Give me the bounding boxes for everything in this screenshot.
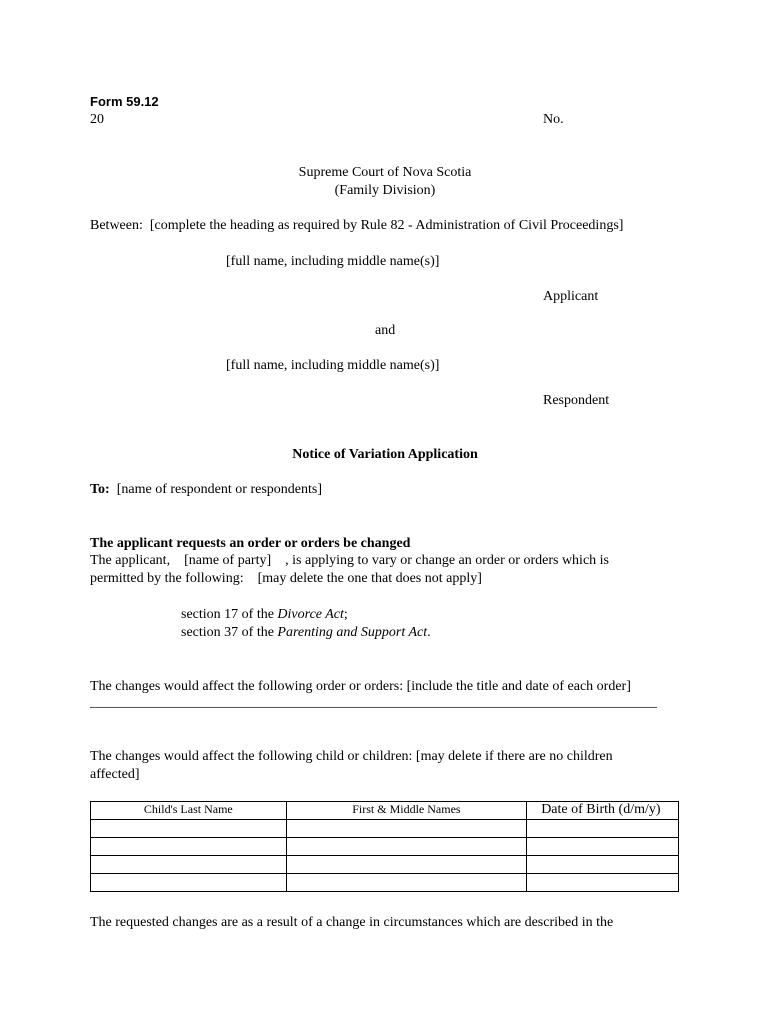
table-cell[interactable] — [527, 820, 679, 838]
court-file-number-label: No. — [543, 112, 564, 127]
and-label: and — [375, 323, 396, 338]
request-line-1: The applicant, [name of party] , is applying to vary or change an order or orders which is — [90, 553, 609, 568]
table-cell[interactable] — [527, 874, 679, 892]
court-name: Supreme Court of Nova Scotia — [298, 165, 472, 180]
table-cell[interactable] — [527, 856, 679, 874]
checkbox-icon[interactable] — [135, 606, 144, 624]
year-prefix: 20 — [90, 112, 104, 127]
table-row — [91, 856, 679, 874]
table-row — [91, 874, 679, 892]
notice-title: Notice of Variation Application — [292, 447, 478, 462]
column-header-last-name: Child's Last Name — [91, 802, 287, 820]
applicant-name-placeholder: [full name, including middle name(s)] — [226, 254, 440, 269]
court-division: (Family Division) — [334, 183, 436, 198]
table-cell[interactable] — [91, 820, 287, 838]
option-prefix: section 17 of the — [181, 607, 278, 622]
applicant-label: Applicant — [543, 289, 599, 304]
table-row — [91, 820, 679, 838]
circumstances-text: The requested changes are as a result of a change in circumstances which are described in the — [90, 915, 614, 930]
table-header-row — [91, 802, 679, 820]
table-cell[interactable] — [286, 874, 527, 892]
orders-affected-blank-line[interactable]: _________________________________________________________________________________ — [90, 695, 657, 710]
table-cell[interactable] — [286, 856, 527, 874]
respondent-name-placeholder: [full name, including middle name(s)] — [226, 358, 440, 373]
children-table — [90, 801, 679, 892]
form-number: Form 59.12 — [90, 94, 159, 109]
option-suffix: . — [427, 625, 431, 640]
option-suffix: ; — [343, 607, 348, 622]
table-cell[interactable] — [91, 856, 287, 874]
table-cell[interactable] — [286, 820, 527, 838]
orders-affected-text: The changes would affect the following order or orders: [include the title and date of each order] — [90, 679, 631, 694]
table-cell[interactable] — [91, 874, 287, 892]
children-affected-line-1: The changes would affect the following child or children: [may delete if there are no children — [90, 749, 613, 764]
between-instruction: [complete the heading as required by Rule 82 - Administration of Civil Proceedings] — [149, 218, 624, 233]
column-header-date-of-birth: Date of Birth (d/m/y) — [527, 802, 679, 820]
checkbox-icon[interactable] — [135, 624, 144, 642]
option-act-name: Divorce Act — [277, 607, 344, 622]
request-line-2: permitted by the following: [may delete the one that does not apply] — [90, 571, 482, 586]
table-row — [91, 838, 679, 856]
to-label: To: — [90, 482, 110, 497]
to-line — [90, 481, 322, 499]
table-cell[interactable] — [91, 838, 287, 856]
table-cell[interactable] — [527, 838, 679, 856]
column-header-first-middle-names: First & Middle Names — [286, 802, 527, 820]
children-affected-line-2: affected] — [90, 767, 140, 782]
option-prefix: section 37 of the — [181, 625, 278, 640]
to-placeholder: [name of respondent or respondents] — [116, 482, 322, 497]
respondent-label: Respondent — [543, 393, 610, 408]
option-act-name: Parenting and Support Act — [277, 625, 428, 640]
request-heading: The applicant requests an order or orders be changed — [90, 536, 411, 551]
between-label: Between: — [90, 218, 143, 233]
table-cell[interactable] — [286, 838, 527, 856]
between-line — [90, 217, 623, 235]
